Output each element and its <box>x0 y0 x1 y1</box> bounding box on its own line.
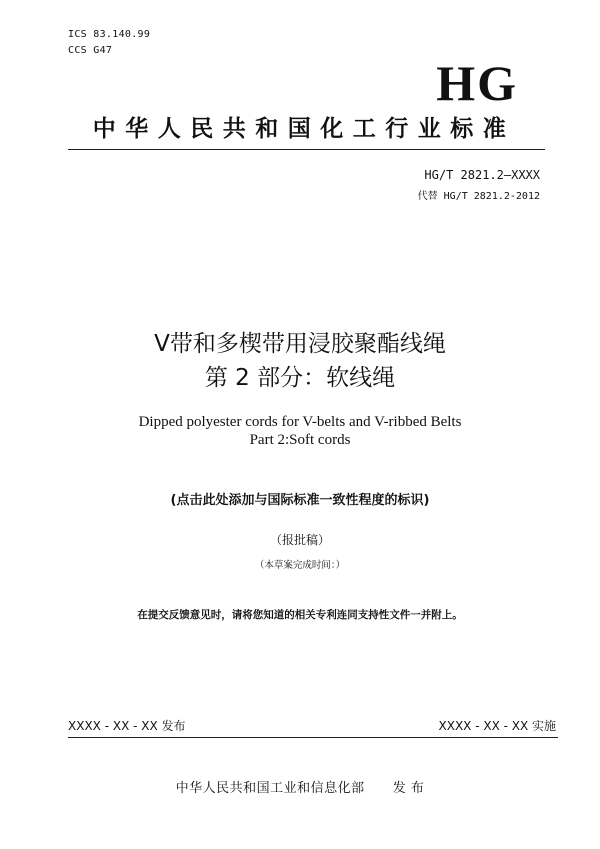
release-date: XXXX - XX - XX 发布 <box>68 719 186 733</box>
issuer-name: 中华人民共和国工业和信息化部 <box>175 781 365 796</box>
implementation-date: XXXX - XX - XX 实施 <box>438 719 556 733</box>
hg-logo: HG <box>436 55 518 111</box>
issuer-action: 发 布 <box>392 781 425 796</box>
bottom-divider <box>68 737 558 738</box>
standard-title: 中华人民共和国化工行业标准 <box>92 116 516 142</box>
title-en-line1: Dipped polyester cords for V-belts and V-ribbed Belts <box>138 414 462 430</box>
consistency-placeholder[interactable]: (点击此处添加与国际标准一致性程度的标识) <box>170 493 430 508</box>
draft-completion-time: （本草案完成时间：） <box>254 561 346 571</box>
title-cn-line2: 第 2 部分：软线绳 <box>204 365 396 391</box>
title-cn-line1: V带和多楔带用浸胶聚酯线绳 <box>154 331 446 357</box>
replaces-standard: 代替 HG/T 2821.2-2012 <box>417 191 540 202</box>
ccs-code: CCS G47 <box>68 45 113 56</box>
title-en-line2: Part 2:Soft cords <box>249 432 351 448</box>
patent-notice: 在提交反馈意见时，请将您知道的相关专利连同支持性文件一并附上。 <box>137 609 463 621</box>
issuer-line <box>0 777 600 796</box>
ics-code: ICS 83.140.99 <box>68 29 151 40</box>
top-divider <box>68 149 545 150</box>
draft-stage: （报批稿） <box>269 533 330 547</box>
standard-number: HG/T 2821.2—XXXX <box>424 168 540 182</box>
